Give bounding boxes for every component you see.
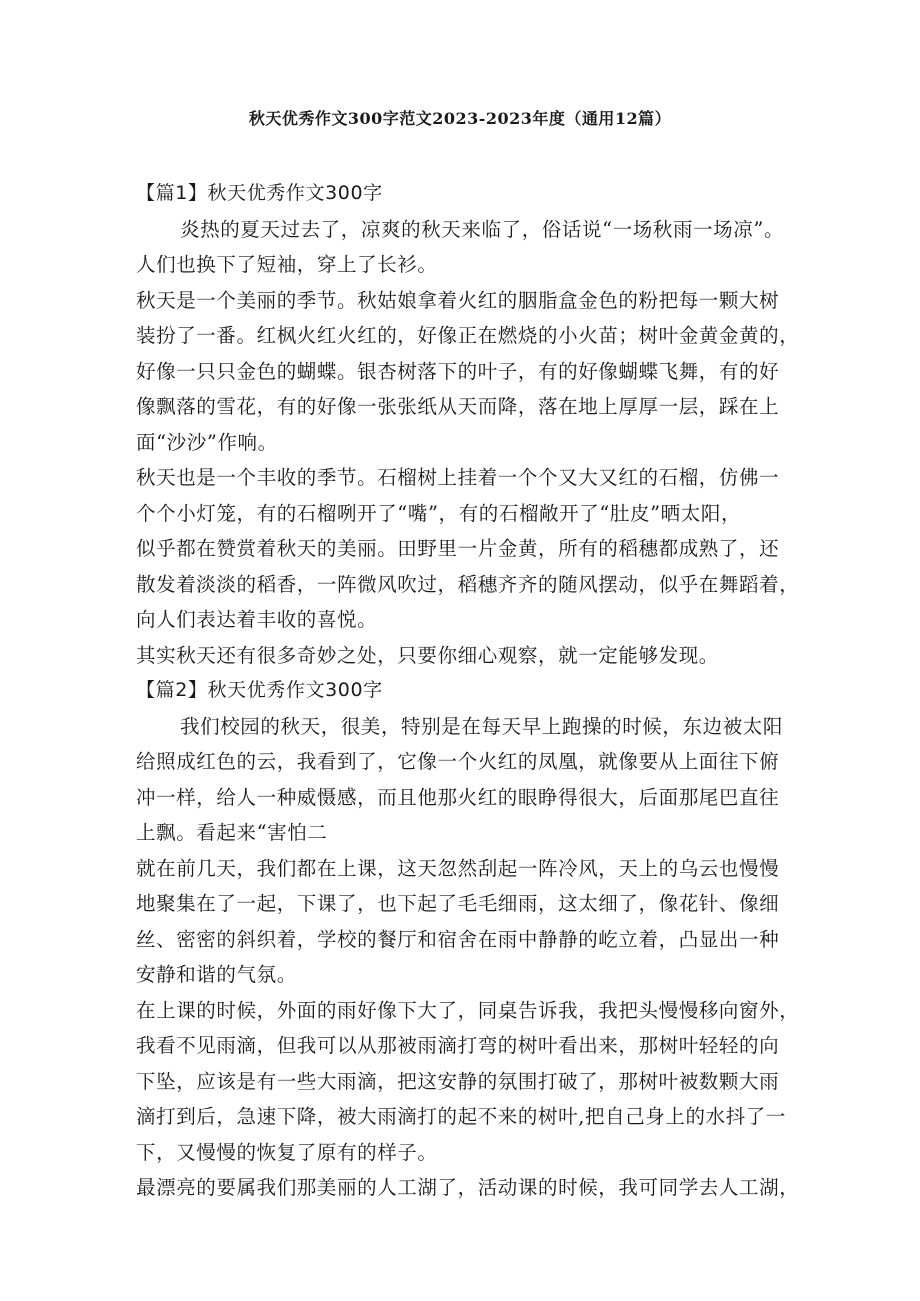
- paragraph-line: 我们校园的秋天，很美，特别是在每天早上跑操的时候，东边被太阳: [180, 714, 784, 738]
- paragraph-line: 像飘落的雪花，有的好像一张张纸从天而降，落在地上厚厚一层，踩在上: [136, 395, 780, 418]
- document-body: [136, 176, 816, 1206]
- paragraph-line: 个个小灯笼，有的石榴咧开了“嘴”，有的石榴敞开了“肚皮”晒太阳，: [136, 501, 742, 525]
- paragraph-line: 最漂亮的要属我们那美丽的人工湖了，活动课的时候，我可同学去人工湖，: [136, 1176, 800, 1199]
- section-heading: 【篇1】秋天优秀作文300字: [136, 182, 383, 204]
- paragraph-line: 散发着淡淡的稻香，一阵微风吹过，稻穗齐齐的随风摆动，似乎在舞蹈着，: [136, 572, 800, 596]
- paragraph-line: 面“沙沙”作响。: [136, 430, 278, 454]
- paragraph-line: 丝、密密的斜织着，学校的餐厅和宿舍在雨中静静的屹立着，凸显出一种: [136, 927, 780, 951]
- section-heading: 【篇2】秋天优秀作文300字: [136, 679, 383, 701]
- paragraph-line: 其实秋天还有很多奇妙之处，只要你细心观察，就一定能够发现。: [136, 643, 719, 667]
- paragraph-line: 炎热的夏天过去了，凉爽的秋天来临了，俗话说“一场秋雨一场凉”。: [180, 217, 785, 241]
- paragraph-line: 装扮了一番。红枫火红火红的，好像正在燃烧的小火苗；树叶金黄金黄的，: [136, 324, 800, 347]
- paragraph-line: 在上课的时候，外面的雨好像下大了，同桌告诉我，我把头慢慢移向窗外，: [136, 998, 800, 1022]
- paragraph-line: 下坠，应该是有一些大雨滴，把这安静的氛围打破了，那树叶被数颗大雨: [136, 1069, 780, 1093]
- paragraph-line: 地聚集在了一起，下课了，也下起了毛毛细雨，这太细了，像花针、像细: [136, 892, 780, 915]
- paragraph-line: 滴打到后，急速下降，被大雨滴打的起不来的树叶,把自己身上的水抖了一: [136, 1105, 786, 1128]
- paragraph-line: 安静和谐的气氛。: [136, 963, 297, 986]
- paragraph-line: 秋天是一个美丽的季节。秋姑娘拿着火红的胭脂盒金色的粉把每一颗大树: [136, 288, 780, 312]
- paragraph-line: 人们也换下了短袖，穿上了长衫。: [136, 253, 438, 276]
- paragraph-line: 就在前几天，我们都在上课，这天忽然刮起一阵冷风，天上的乌云也慢慢: [136, 856, 780, 880]
- document-title: 秋天优秀作文300字范文2023-2023年度（通用12篇）: [248, 109, 672, 128]
- paragraph-line: 下，又慢慢的恢复了原有的样子。: [136, 1140, 438, 1164]
- paragraph-line: 似乎都在赞赏着秋天的美丽。田野里一片金黄，所有的稻穗都成熟了，还: [136, 537, 780, 560]
- paragraph-line: 上飘。看起来“害怕二: [136, 821, 328, 844]
- paragraph-line: 冲一样，给人一种威慑感，而且他那火红的眼睁得很大，后面那尾巴直往: [136, 785, 780, 809]
- paragraph-line: 秋天也是一个丰收的季节。石榴树上挂着一个个又大又红的石榴，仿佛一: [136, 466, 780, 489]
- paragraph-line: 给照成红色的云，我看到了，它像一个火红的凤凰，就像要从上面往下俯: [136, 750, 780, 773]
- paragraph-line: 我看不见雨滴，但我可以从那被雨滴打弯的树叶看出来，那树叶轻轻的向: [136, 1034, 780, 1057]
- paragraph-line: 向人们表达着丰收的喜悦。: [136, 608, 378, 631]
- paragraph-line: 好像一只只金色的蝴蝶。银杏树落下的叶子，有的好像蝴蝶飞舞，有的好: [136, 359, 780, 383]
